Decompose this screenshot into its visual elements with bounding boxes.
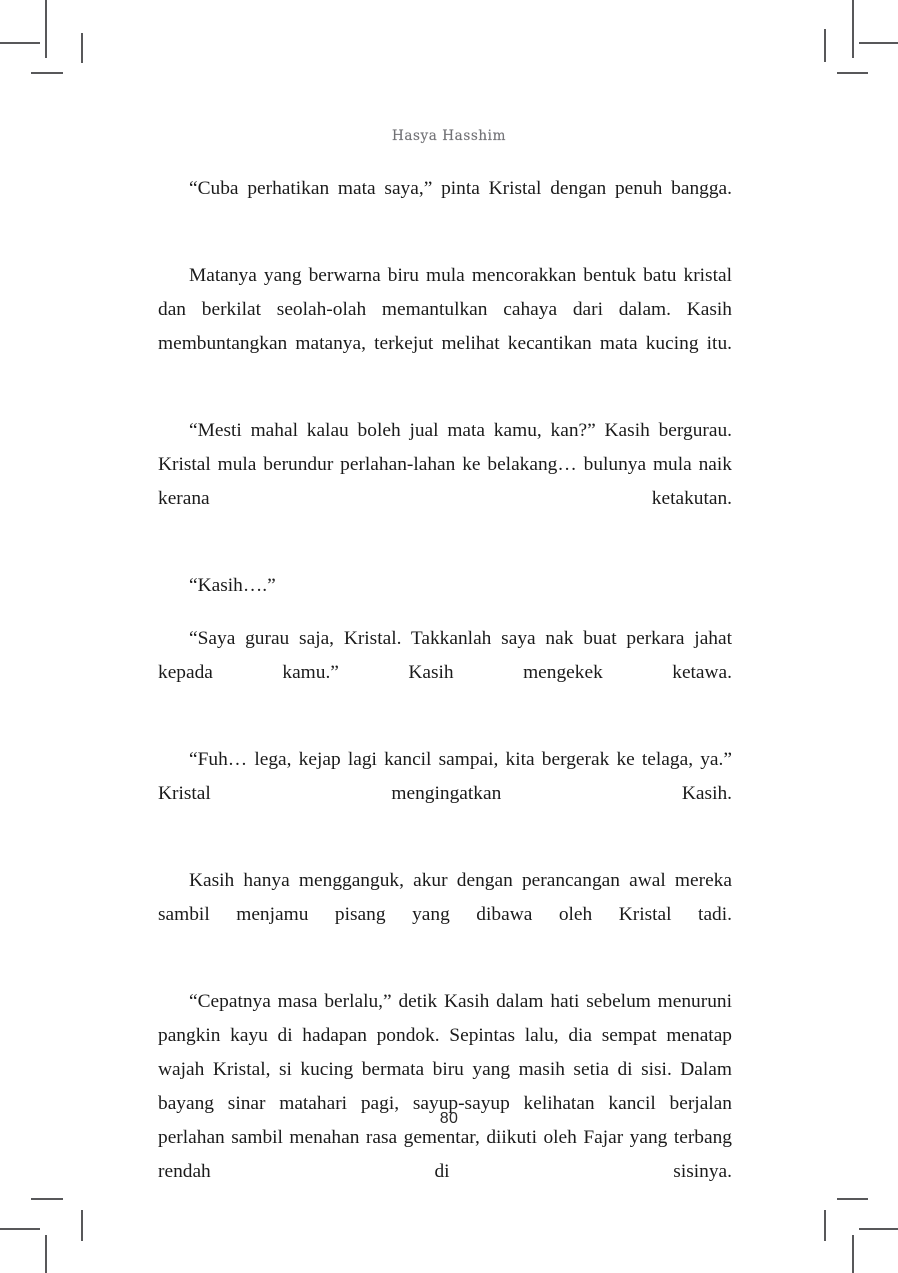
- crop-mark-bottom-right-horizontal-outer: [859, 1228, 898, 1230]
- body-text-column: [158, 172, 732, 1242]
- page-number: 80: [439, 1110, 459, 1127]
- paragraph: “Cuba perhatikan mata saya,” pinta Kristal dengan penuh bangga.: [189, 178, 732, 199]
- crop-mark-top-left-horizontal-inner: [31, 72, 63, 74]
- paragraph: Matanya yang berwarna biru mula mencorakkan bentuk batu kristal dan berkilat seolah-olah memantulkan cahaya dari dalam. Kasih membuntangkan matanya, terkejut melihat kecantikan mata kucing itu.: [158, 265, 732, 354]
- paragraph: “Saya gurau saja, Kristal. Takkanlah saya nak buat perkara jahat kepada kamu.” Kasih mengekek ketawa.: [158, 628, 732, 683]
- crop-mark-bottom-right-vertical-outer: [852, 1235, 854, 1273]
- paragraph: Kasih hanya mengganguk, akur dengan perancangan awal mereka sambil menjamu pisang yang dibawa oleh Kristal tadi.: [158, 870, 732, 925]
- crop-mark-bottom-left-horizontal-inner: [31, 1198, 63, 1200]
- crop-mark-bottom-left-horizontal-outer: [0, 1228, 40, 1230]
- crop-mark-top-right-vertical-outer: [852, 0, 854, 58]
- crop-mark-bottom-right-horizontal-inner: [837, 1198, 868, 1200]
- running-header-author: Hasya Hasshim: [391, 128, 506, 144]
- paragraph: “Kasih….”: [189, 575, 276, 596]
- crop-mark-top-right-horizontal-outer: [859, 42, 898, 44]
- crop-mark-bottom-left-vertical-inner: [81, 1210, 83, 1241]
- crop-mark-top-left-vertical-inner: [81, 33, 83, 63]
- paragraph: “Mesti mahal kalau boleh jual mata kamu, kan?” Kasih bergurau. Kristal mula berundur perlahan-lahan ke belakang… bulunya mula naik kerana ketakutan.: [158, 420, 732, 509]
- paragraph: “Fuh… lega, kejap lagi kancil sampai, kita bergerak ke telaga, ya.” Kristal mengingatkan Kasih.: [158, 749, 732, 804]
- crop-mark-bottom-left-vertical-outer: [45, 1235, 47, 1273]
- crop-mark-bottom-right-vertical-inner: [824, 1210, 826, 1241]
- paragraph: “Cepatnya masa berlalu,” detik Kasih dalam hati sebelum menuruni pangkin kayu di hadapan pondok. Sepintas lalu, dia sempat menatap wajah Kristal, si kucing bermata biru yang masih setia di sisi. Dalam bayang sinar matahari pagi, sayup-sayup kelihatan kancil berjalan perlahan sambil menahan rasa gementar, diikuti oleh Fajar yang terbang rendah di sisinya.: [158, 991, 732, 1182]
- crop-mark-top-right-horizontal-inner: [837, 72, 868, 74]
- crop-mark-top-right-vertical-inner: [824, 29, 826, 62]
- crop-mark-top-left-vertical-outer: [45, 0, 47, 58]
- crop-mark-top-left-horizontal-outer: [0, 42, 40, 44]
